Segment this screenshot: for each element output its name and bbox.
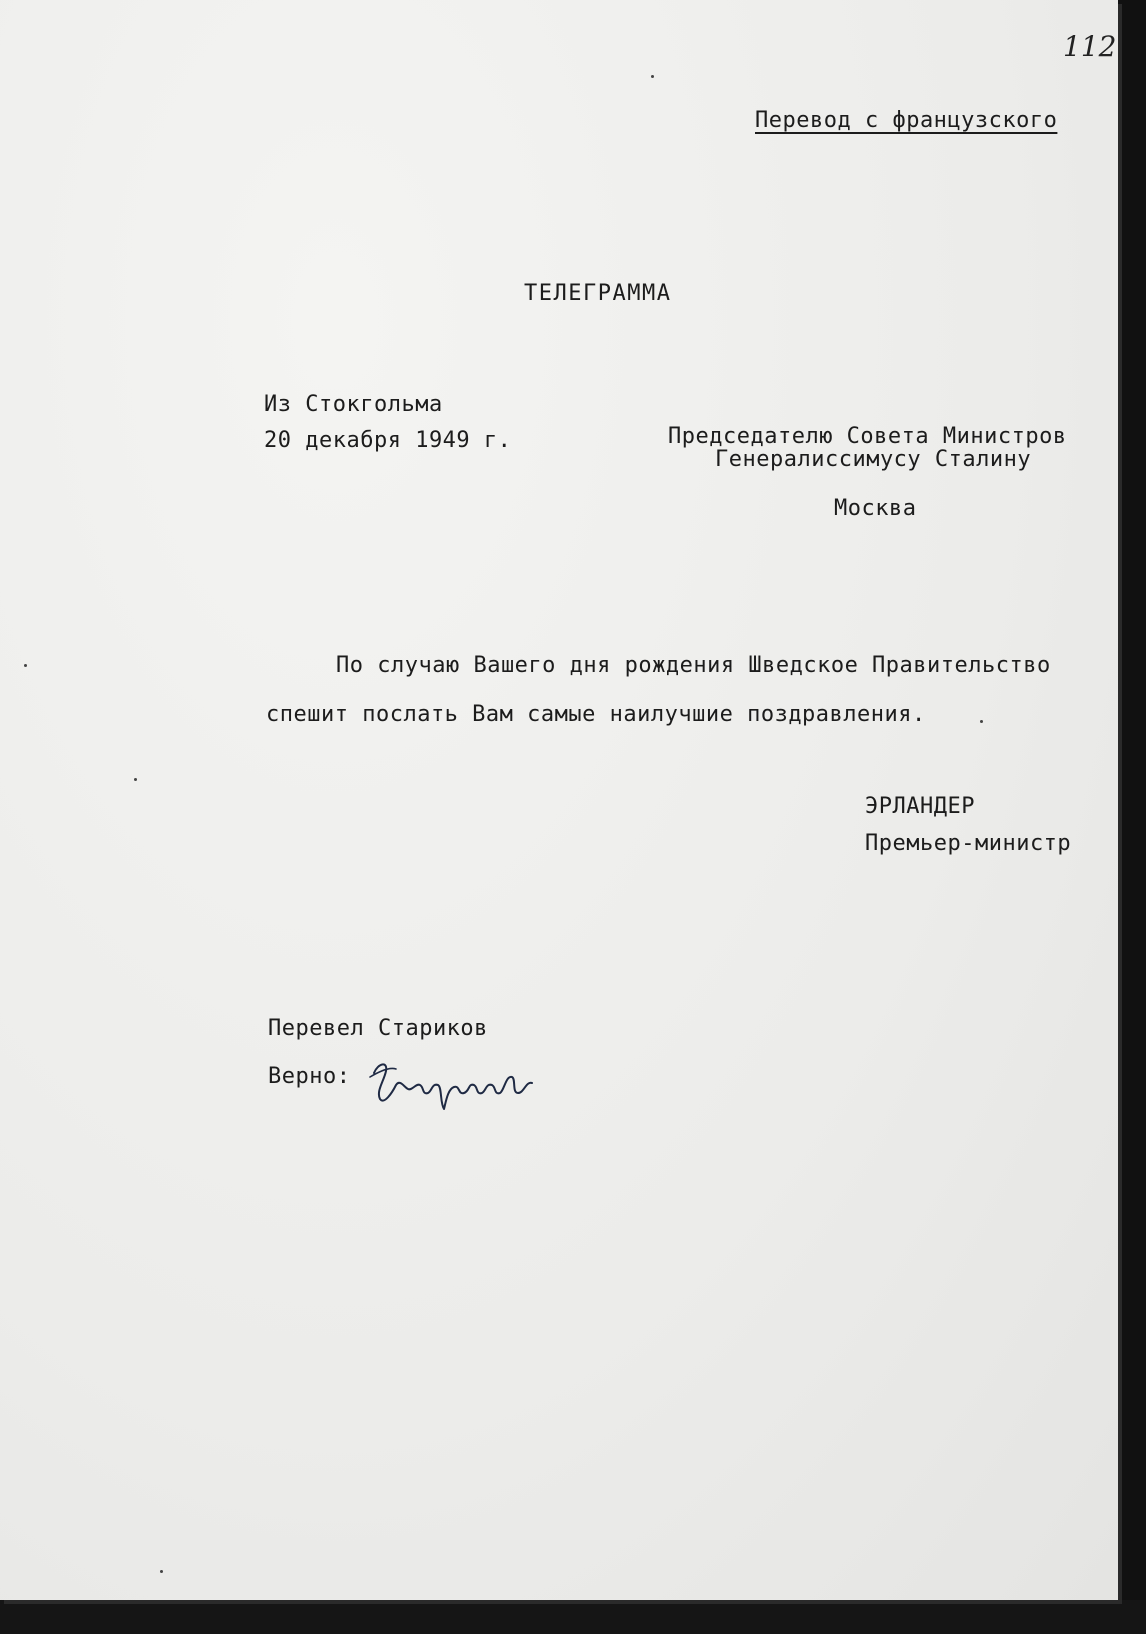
body-line-1: По случаю Вашего дня рождения Шведское Правительство xyxy=(336,653,1051,678)
paper-speck xyxy=(24,664,27,667)
paper-speck xyxy=(160,1570,163,1573)
signer-title: Премьер-министр xyxy=(865,831,1072,856)
scan-border-bottom xyxy=(0,1600,1146,1634)
paper-speck xyxy=(980,720,983,723)
document-title: ТЕЛЕГРАММА xyxy=(524,281,672,306)
addressee-city: Москва xyxy=(834,496,917,521)
certified-label: Верно: xyxy=(268,1064,351,1089)
origin-place: Из Стокгольма xyxy=(264,392,443,417)
paper-speck xyxy=(134,778,137,781)
page-number: 112 xyxy=(1063,30,1117,63)
body-line-2: спешит послать Вам самые наилучшие поздравления. xyxy=(266,702,926,727)
addressee-name: Генералиссимусу Сталину xyxy=(715,447,1032,472)
origin-date: 20 декабря 1949 г. xyxy=(264,428,512,453)
signer-name: ЭРЛАНДЕР xyxy=(865,794,975,819)
addressee-position: Председателю Совета Министров xyxy=(668,424,1067,449)
scan-border-right xyxy=(1118,0,1146,1634)
handwritten-signature xyxy=(366,1053,546,1115)
translation-note: Перевод с французского xyxy=(755,108,1058,133)
paper-speck xyxy=(651,75,654,78)
translator-line: Перевел Стариков xyxy=(268,1016,488,1041)
